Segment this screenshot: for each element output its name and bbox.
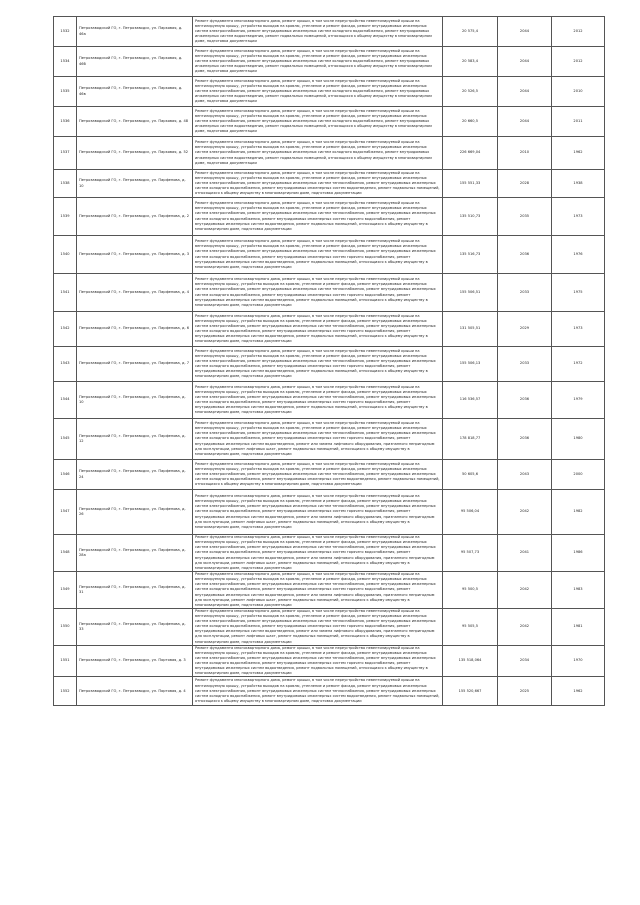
row-area: 131 505,51: [443, 312, 498, 347]
row-works: Ремонт фундамента многоквартирного дома, ремонт крыши, в том числе переустройство невентилируемой крыши на вентилируемую крышу, устройство выходов на кровлю, утепление и ремонт фасада, ремонт внутридомовых инженерных систем электроснабжения, ремонт внутридомовых инженерных систем теплоснабжения, ремонт внутридомовых инженерных систем холодного водоснабжения, ремонт внутридомовых инженерных систем водоотведения, ремонт подвальных помещений, относящихся к общему имуществу в многоквартирном доме, подготовка документации: [193, 677, 443, 706]
row-works: Ремонт фундамента многоквартирного дома, ремонт крыши, в том числе переустройство невентилируемой крыши на вентилируемую крышу, устройство выходов на кровлю, утепление и ремонт фасада, ремонт внутридомовых инженерных систем электроснабжения, ремонт внутридомовых инженерных систем холодного водоснабжения, ремонт внутридомовых инженерных систем водоотведения, ремонт подвальных помещений, относящихся к общему имуществу в многоквартирном доме, подготовка документации: [193, 77, 443, 107]
row-area: 155 520,667: [443, 677, 498, 706]
table-row: [54, 645, 605, 677]
table-row: [54, 490, 605, 535]
row-year-start: 2010: [498, 137, 552, 170]
capital-repair-table: [53, 16, 605, 706]
row-year-start: 2033: [498, 274, 552, 312]
row-address: Петрозаводский ГО, г. Петрозаводск, ул. Парковая, д. 46б: [77, 47, 193, 77]
row-address: Петрозаводский ГО, г. Петрозаводск, ул. Парфенова, д. 28а: [77, 535, 193, 572]
row-year-end: 2011: [552, 107, 605, 137]
row-year-start: 2035: [498, 198, 552, 236]
row-number: 1549: [54, 572, 77, 609]
row-year-start: 2043: [498, 460, 552, 490]
row-number: 1548: [54, 535, 77, 572]
row-works: Ремонт фундамента многоквартирного дома, ремонт крыши, в том числе переустройство невентилируемой крыши на вентилируемую крышу, устройство выходов на кровлю, утепление и ремонт фасада, ремонт внутридомовых инженерных систем электроснабжения, ремонт внутридомовых инженерных систем холодного водоснабжения, ремонт внутридомовых инженерных систем водоотведения, ремонт подвальных помещений, относящихся к общему имуществу в многоквартирном доме, подготовка документации: [193, 47, 443, 77]
row-number: 1539: [54, 198, 77, 236]
row-area: 95 506,04: [443, 490, 498, 535]
row-address: Петрозаводский ГО, г. Петрозаводск, ул. Портовая, д. 3: [77, 645, 193, 677]
row-area: 135 510,73: [443, 198, 498, 236]
row-area: 20 526,5: [443, 77, 498, 107]
table-row: [54, 419, 605, 460]
table-row: [54, 137, 605, 170]
row-number: 1550: [54, 609, 77, 646]
row-works: Ремонт фундамента многоквартирного дома, ремонт крыши, в том числе переустройство невентилируемой крыши на вентилируемую крышу, устройство выходов на кровлю, утепление и ремонт фасада, ремонт внутридомовых инженерных систем электроснабжения, ремонт внутридомовых инженерных систем теплоснабжения, ремонт внутридомовых инженерных систем холодного водоснабжения, ремонт внутридомовых инженерных систем водоотведения, ремонт подвальных помещений, относящихся к общему имуществу в многоквартирном доме, подготовка документации: [193, 170, 443, 198]
table-row: [54, 382, 605, 419]
row-address: Петрозаводский ГО, г. Петрозаводск, ул. Парфенова, д. 10: [77, 382, 193, 419]
row-year-end: 1973: [552, 198, 605, 236]
row-works: Ремонт фундамента многоквартирного дома, ремонт крыши, в том числе переустройство невентилируемой крыши на вентилируемую крышу, устройство выходов на кровлю, утепление и ремонт фасада, ремонт внутридомовых инженерных систем электроснабжения, ремонт внутридомовых инженерных систем теплоснабжения, ремонт внутридомовых инженерных систем холодного водоснабжения, ремонт внутридомовых инженерных систем горячего водоснабжения, ремонт внутридомовых инженерных систем водоотведения, ремонт подвальных помещений, относящихся к общему имуществу в многоквартирном доме, подготовка документации: [193, 198, 443, 236]
row-address: Петрозаводский ГО, г. Петрозаводск, ул. Парфенова, д. 2: [77, 198, 193, 236]
row-year-start: 2044: [498, 77, 552, 107]
row-area: 135 516,73: [443, 236, 498, 274]
row-year-start: 2036: [498, 382, 552, 419]
row-number: 1551: [54, 645, 77, 677]
row-year-end: 1982: [552, 490, 605, 535]
row-address: Петрозаводский ГО, г. Петрозаводск, ул. Парковая, д. 52: [77, 137, 193, 170]
row-year-end: 1976: [552, 236, 605, 274]
row-area: 155 506,51: [443, 274, 498, 312]
row-address: Петрозаводский ГО, г. Петрозаводск, ул. Парфенова, д. 24: [77, 460, 193, 490]
table-row: [54, 312, 605, 347]
table-row: [54, 572, 605, 609]
row-address: Петрозаводский ГО, г. Петрозаводск, ул. Парфенова, д. 33: [77, 609, 193, 646]
row-works: Ремонт фундамента многоквартирного дома, ремонт крыши, в том числе переустройство невентилируемой крыши на вентилируемую крышу, устройство выходов на кровлю, утепление и ремонт фасада, ремонт внутридомовых инженерных систем электроснабжения, ремонт внутридомовых инженерных систем теплоснабжения, ремонт внутридомовых инженерных систем холодного водоснабжения, ремонт внутридомовых инженерных систем горячего водоснабжения, ремонт внутридомовых инженерных систем водоотведения, ремонт или замена лифтового оборудования, признанного непригодным для эксплуатации, ремонт лифтовых шахт, ремонт подвальных помещений, относящихся к общему имуществу в многоквартирном доме, подготовка документации: [193, 609, 443, 646]
row-works: Ремонт фундамента многоквартирного дома, ремонт крыши, в том числе переустройство невентилируемой крыши на вентилируемую крышу, устройство выходов на кровлю, утепление и ремонт фасада, ремонт внутридомовых инженерных систем электроснабжения, ремонт внутридомовых инженерных систем теплоснабжения, ремонт внутридомовых инженерных систем холодного водоснабжения, ремонт внутридомовых инженерных систем горячего водоснабжения, ремонт внутридомовых инженерных систем водоотведения, ремонт подвальных помещений, относящихся к общему имуществу в многоквартирном доме, подготовка документации: [193, 347, 443, 382]
table-row: [54, 347, 605, 382]
table-row: [54, 17, 605, 47]
table-row: [54, 535, 605, 572]
row-number: 1547: [54, 490, 77, 535]
row-address: Петрозаводский ГО, г. Петрозаводск, ул. Парковая, д. 48: [77, 107, 193, 137]
table-row: [54, 677, 605, 706]
row-number: 1544: [54, 382, 77, 419]
row-works: Ремонт фундамента многоквартирного дома, ремонт крыши, в том числе переустройство невентилируемой крыши на вентилируемую крышу, устройство выходов на кровлю, утепление и ремонт фасада, ремонт внутридомовых инженерных систем электроснабжения, ремонт внутридомовых инженерных систем холодного водоснабжения, ремонт внутридомовых инженерных систем водоотведения, ремонт подвальных помещений, относящихся к общему имуществу в многоквартирном доме, подготовка документации: [193, 137, 443, 170]
table-row: [54, 460, 605, 490]
row-year-start: 2028: [498, 170, 552, 198]
row-works: Ремонт фундамента многоквартирного дома, ремонт крыши, в том числе переустройство невентилируемой крыши на вентилируемую крышу, устройство выходов на кровлю, утепление и ремонт фасада, ремонт внутридомовых инженерных систем электроснабжения, ремонт внутридомовых инженерных систем теплоснабжения, ремонт внутридомовых инженерных систем холодного водоснабжения, ремонт внутридомовых инженерных систем горячего водоснабжения, ремонт внутридомовых инженерных систем водоотведения, ремонт подвальных помещений, относящихся к общему имуществу в многоквартирном доме, подготовка документации: [193, 312, 443, 347]
row-address: Петрозаводский ГО, г. Петрозаводск, ул. Парковая, д. 46в: [77, 77, 193, 107]
row-year-end: 2000: [552, 460, 605, 490]
row-year-end: 1975: [552, 274, 605, 312]
row-year-end: 1970: [552, 645, 605, 677]
row-number: 1542: [54, 312, 77, 347]
table-row: [54, 274, 605, 312]
row-area: 20 660,5: [443, 107, 498, 137]
row-year-start: 2034: [498, 645, 552, 677]
row-number: 1537: [54, 137, 77, 170]
row-number: 1538: [54, 170, 77, 198]
row-year-start: 2044: [498, 107, 552, 137]
row-year-end: 1938: [552, 170, 605, 198]
document-sheet: [53, 16, 604, 706]
row-year-start: 2044: [498, 17, 552, 47]
row-area: 116 536,57: [443, 382, 498, 419]
row-year-start: 2042: [498, 572, 552, 609]
row-works: Ремонт фундамента многоквартирного дома, ремонт крыши, в том числе переустройство невентилируемой крыши на вентилируемую крышу, устройство выходов на кровлю, утепление и ремонт фасада, ремонт внутридомовых инженерных систем электроснабжения, ремонт внутридомовых инженерных систем теплоснабжения, ремонт внутридомовых инженерных систем холодного водоснабжения, ремонт внутридомовых инженерных систем горячего водоснабжения, ремонт внутридомовых инженерных систем водоотведения, ремонт подвальных помещений, относящихся к общему имуществу в многоквартирном доме, подготовка документации: [193, 236, 443, 274]
row-address: Петрозаводский ГО, г. Петрозаводск, ул. Парфенова, д. 10: [77, 170, 193, 198]
row-year-end: 1962: [552, 137, 605, 170]
table-row: [54, 77, 605, 107]
table-row: [54, 198, 605, 236]
row-area: 20 575,4: [443, 17, 498, 47]
row-address: Петрозаводский ГО, г. Петрозаводск, ул. Портовая, д. 4: [77, 677, 193, 706]
row-year-end: 2012: [552, 17, 605, 47]
row-number: 1532: [54, 17, 77, 47]
row-year-start: 2033: [498, 347, 552, 382]
row-address: Петрозаводский ГО, г. Петрозаводск, ул. Парфенова, д. 12: [77, 419, 193, 460]
row-area: 95 505,5: [443, 609, 498, 646]
row-number: 1543: [54, 347, 77, 382]
row-number: 1541: [54, 274, 77, 312]
row-year-end: 1979: [552, 382, 605, 419]
row-year-start: 2036: [498, 419, 552, 460]
row-address: Петрозаводский ГО, г. Петрозаводск, ул. Парковая, д. 46а: [77, 17, 193, 47]
row-area: 226 669,04: [443, 137, 498, 170]
row-year-end: 2012: [552, 47, 605, 77]
row-year-end: 2010: [552, 77, 605, 107]
row-number: 1552: [54, 677, 77, 706]
row-year-end: 1973: [552, 312, 605, 347]
row-works: Ремонт фундамента многоквартирного дома, ремонт крыши, в том числе переустройство невентилируемой крыши на вентилируемую крышу, устройство выходов на кровлю, утепление и ремонт фасада, ремонт внутридомовых инженерных систем электроснабжения, ремонт внутридомовых инженерных систем холодного водоснабжения, ремонт внутридомовых инженерных систем водоотведения, ремонт подвальных помещений, относящихся к общему имуществу в многоквартирном доме, подготовка документации: [193, 107, 443, 137]
row-year-start: 2029: [498, 312, 552, 347]
row-year-start: 2025: [498, 677, 552, 706]
row-number: 1534: [54, 47, 77, 77]
row-area: 95 500,5: [443, 572, 498, 609]
row-year-end: 1980: [552, 419, 605, 460]
row-address: Петрозаводский ГО, г. Петрозаводск, ул. Парфенова, д. 3: [77, 236, 193, 274]
row-year-end: 1981: [552, 609, 605, 646]
table-body: [54, 17, 605, 706]
row-works: Ремонт фундамента многоквартирного дома, ремонт крыши, в том числе переустройство невентилируемой крыши на вентилируемую крышу, устройство выходов на кровлю, утепление и ремонт фасада, ремонт внутридомовых инженерных систем электроснабжения, ремонт внутридомовых инженерных систем теплоснабжения, ремонт внутридомовых инженерных систем холодного водоснабжения, ремонт внутридомовых инженерных систем водоотведения, ремонт подвальных помещений, относящихся к общему имуществу в многоквартирном доме, подготовка документации: [193, 460, 443, 490]
row-area: 50 605,6: [443, 460, 498, 490]
row-area: 178 818,77: [443, 419, 498, 460]
row-works: Ремонт фундамента многоквартирного дома, ремонт крыши, в том числе переустройство невентилируемой крыши на вентилируемую крышу, устройство выходов на кровлю, утепление и ремонт фасада, ремонт внутридомовых инженерных систем электроснабжения, ремонт внутридомовых инженерных систем теплоснабжения, ремонт внутридомовых инженерных систем холодного водоснабжения, ремонт внутридомовых инженерных систем горячего водоснабжения, ремонт внутридомовых инженерных систем водоотведения, ремонт или замена лифтового оборудования, признанного непригодным для эксплуатации, ремонт лифтовых шахт, ремонт подвальных помещений, относящихся к общему имуществу в многоквартирном доме, подготовка документации: [193, 419, 443, 460]
table-row: [54, 170, 605, 198]
row-year-start: 2042: [498, 490, 552, 535]
row-area: 20 583,4: [443, 47, 498, 77]
row-works: Ремонт фундамента многоквартирного дома, ремонт крыши, в том числе переустройство невентилируемой крыши на вентилируемую крышу, устройство выходов на кровлю, утепление и ремонт фасада, ремонт внутридомовых инженерных систем электроснабжения, ремонт внутридомовых инженерных систем холодного водоснабжения, ремонт внутридомовых инженерных систем водоотведения, ремонт подвальных помещений, относящихся к общему имуществу в многоквартирном доме, подготовка документации: [193, 17, 443, 47]
row-area: 155 551,33: [443, 170, 498, 198]
row-area: 95 507,73: [443, 535, 498, 572]
table-row: [54, 609, 605, 646]
row-works: Ремонт фундамента многоквартирного дома, ремонт крыши, в том числе переустройство невентилируемой крыши на вентилируемую крышу, устройство выходов на кровлю, утепление и ремонт фасада, ремонт внутридомовых инженерных систем электроснабжения, ремонт внутридомовых инженерных систем теплоснабжения, ремонт внутридомовых инженерных систем холодного водоснабжения, ремонт внутридомовых инженерных систем горячего водоснабжения, ремонт внутридомовых инженерных систем водоотведения, ремонт подвальных помещений, относящихся к общему имуществу в многоквартирном доме, подготовка документации: [193, 382, 443, 419]
row-area: 135 518,064: [443, 645, 498, 677]
row-year-start: 2036: [498, 236, 552, 274]
row-year-start: 2041: [498, 535, 552, 572]
row-address: Петрозаводский ГО, г. Петрозаводск, ул. Парфенова, д. 4: [77, 274, 193, 312]
row-number: 1535: [54, 77, 77, 107]
row-year-end: 1983: [552, 572, 605, 609]
row-area: 155 506,13: [443, 347, 498, 382]
row-address: Петрозаводский ГО, г. Петрозаводск, ул. Парфенова, д. 6: [77, 312, 193, 347]
row-works: Ремонт фундамента многоквартирного дома, ремонт крыши, в том числе переустройство невентилируемой крыши на вентилируемую крышу, устройство выходов на кровлю, утепление и ремонт фасада, ремонт внутридомовых инженерных систем электроснабжения, ремонт внутридомовых инженерных систем теплоснабжения, ремонт внутридомовых инженерных систем холодного водоснабжения, ремонт внутридомовых инженерных систем горячего водоснабжения, ремонт внутридомовых инженерных систем водоотведения, ремонт подвальных помещений, относящихся к общему имуществу в многоквартирном доме, подготовка документации: [193, 274, 443, 312]
table-row: [54, 236, 605, 274]
row-year-end: 1986: [552, 535, 605, 572]
row-number: 1536: [54, 107, 77, 137]
row-year-start: 2042: [498, 609, 552, 646]
row-number: 1545: [54, 419, 77, 460]
table-row: [54, 47, 605, 77]
row-number: 1540: [54, 236, 77, 274]
row-year-end: 1972: [552, 347, 605, 382]
row-year-end: 1962: [552, 677, 605, 706]
row-address: Петрозаводский ГО, г. Петрозаводск, ул. Парфенова, д. 7: [77, 347, 193, 382]
row-year-start: 2044: [498, 47, 552, 77]
row-works: Ремонт фундамента многоквартирного дома, ремонт крыши, в том числе переустройство невентилируемой крыши на вентилируемую крышу, устройство выходов на кровлю, утепление и ремонт фасада, ремонт внутридомовых инженерных систем электроснабжения, ремонт внутридомовых инженерных систем теплоснабжения, ремонт внутридомовых инженерных систем холодного водоснабжения, ремонт внутридомовых инженерных систем горячего водоснабжения, ремонт внутридомовых инженерных систем водоотведения, ремонт или замена лифтового оборудования, признанного непригодным для эксплуатации, ремонт лифтовых шахт, ремонт подвальных помещений, относящихся к общему имуществу в многоквартирном доме, подготовка документации: [193, 535, 443, 572]
row-address: Петрозаводский ГО, г. Петрозаводск, ул. Парфенова, д. 31: [77, 572, 193, 609]
row-address: Петрозаводский ГО, г. Петрозаводск, ул. Парфенова, д. 26: [77, 490, 193, 535]
row-works: Ремонт фундамента многоквартирного дома, ремонт крыши, в том числе переустройство невентилируемой крыши на вентилируемую крышу, устройство выходов на кровлю, утепление и ремонт фасада, ремонт внутридомовых инженерных систем электроснабжения, ремонт внутридомовых инженерных систем теплоснабжения, ремонт внутридомовых инженерных систем холодного водоснабжения, ремонт внутридомовых инженерных систем горячего водоснабжения, ремонт внутридомовых инженерных систем водоотведения, ремонт подвальных помещений, относящихся к общему имуществу в многоквартирном доме, подготовка документации: [193, 645, 443, 677]
row-works: Ремонт фундамента многоквартирного дома, ремонт крыши, в том числе переустройство невентилируемой крыши на вентилируемую крышу, устройство выходов на кровлю, утепление и ремонт фасада, ремонт внутридомовых инженерных систем электроснабжения, ремонт внутридомовых инженерных систем теплоснабжения, ремонт внутридомовых инженерных систем холодного водоснабжения, ремонт внутридомовых инженерных систем горячего водоснабжения, ремонт внутридомовых инженерных систем водоотведения, ремонт или замена лифтового оборудования, признанного непригодным для эксплуатации, ремонт лифтовых шахт, ремонт подвальных помещений, относящихся к общему имуществу в многоквартирном доме, подготовка документации: [193, 490, 443, 535]
row-works: Ремонт фундамента многоквартирного дома, ремонт крыши, в том числе переустройство невентилируемой крыши на вентилируемую крышу, устройство выходов на кровлю, утепление и ремонт фасада, ремонт внутридомовых инженерных систем электроснабжения, ремонт внутридомовых инженерных систем теплоснабжения, ремонт внутридомовых инженерных систем холодного водоснабжения, ремонт внутридомовых инженерных систем горячего водоснабжения, ремонт внутридомовых инженерных систем водоотведения, ремонт или замена лифтового оборудования, признанного непригодным для эксплуатации, ремонт лифтовых шахт, ремонт подвальных помещений, относящихся к общему имуществу в многоквартирном доме, подготовка документации: [193, 572, 443, 609]
row-number: 1546: [54, 460, 77, 490]
table-row: [54, 107, 605, 137]
